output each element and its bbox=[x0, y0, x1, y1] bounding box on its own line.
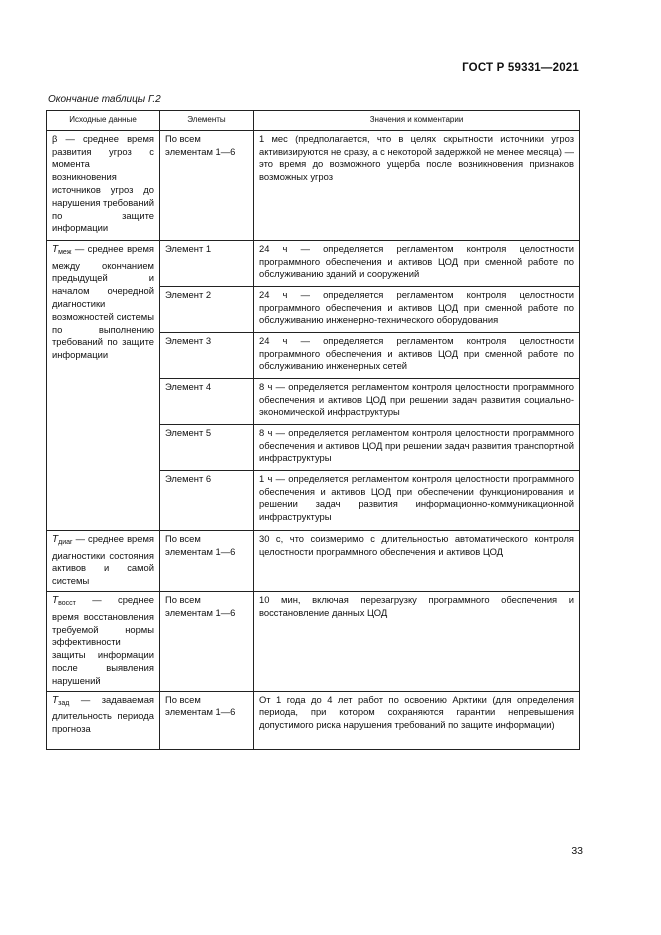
table-row bbox=[47, 530, 580, 591]
value-comment-cell: 10 мин, включая перезагрузку программного обеспечения и восстановление данных ЦОД bbox=[254, 591, 580, 691]
input-parameter-cell bbox=[47, 691, 160, 749]
parameter-symbol: T bbox=[52, 243, 59, 255]
value-comment-cell: 24 ч — определяется регламентом контроля целостности программного обеспечения и активов ЦОД при сменной работе по обслуживанию инженерно-технического оборудования bbox=[254, 286, 580, 332]
value-comment-cell: 1 ч — определяется регламентом контроля целостности программного обеспечения и активов ЦОД при обеспечении функционирования и решении задач развития информационно-коммуникационной инфраструктуры bbox=[254, 470, 580, 530]
page-number: 33 bbox=[571, 845, 583, 857]
element-cell: По всем элементам 1—6 bbox=[160, 530, 254, 591]
table-row bbox=[47, 240, 580, 286]
value-comment-cell: 8 ч — определяется регламентом контроля целостности программного обеспечения и активов ЦОД при решении задач развития транспортной инфраструктуры bbox=[254, 424, 580, 470]
input-parameter-cell bbox=[47, 591, 160, 691]
element-cell: Элемент 6 bbox=[160, 470, 254, 530]
document-standard-header: ГОСТ Р 59331—2021 bbox=[462, 62, 579, 74]
element-cell: По всем элементам 1—6 bbox=[160, 130, 254, 240]
column-header-input: Исходные данные bbox=[47, 111, 160, 131]
value-comment-cell: 24 ч — определяется регламентом контроля целостности программного обеспечения и активов ЦОД при сменной работе по обслуживанию инженерных сетей bbox=[254, 332, 580, 378]
parameter-description: — среднее время диагностики состояния активов и самой системы bbox=[52, 532, 154, 587]
parameter-subscript: зад bbox=[58, 699, 70, 707]
value-comment-cell: 24 ч — определяется регламентом контроля целостности программного обеспечения и активов ЦОД при сменной работе по обслуживанию зданий и сооружений bbox=[254, 240, 580, 286]
value-comment-cell: 30 с, что соизмеримо с длительностью автоматического контроля целостности программного обеспечения и активов ЦОД bbox=[254, 530, 580, 591]
value-comment-cell: 1 мес (предполагается, что в целях скрытности источники угроз активизируются не сразу, а с некоторой задержкой не менее месяца) — это время до возможного ущерба после возникновения признаков возможных угроз bbox=[254, 130, 580, 240]
parameter-description: — среднее время восстановления требуемой нормы эффективности защиты информации после выявления нарушений bbox=[52, 593, 154, 686]
input-parameter-cell bbox=[47, 530, 160, 591]
value-comment-cell: От 1 года до 4 лет работ по освоению Арктики (для определения периода, при котором сохраняются гарантии непревышения допустимого риска нарушения требований по защите информации) bbox=[254, 691, 580, 749]
table-caption: Окончание таблицы Г.2 bbox=[48, 94, 161, 105]
parameter-description: — задаваемая длительность периода прогноза bbox=[52, 693, 154, 735]
parameter-subscript: восст bbox=[58, 599, 76, 607]
element-cell: Элемент 2 bbox=[160, 286, 254, 332]
parameter-symbol: T bbox=[52, 594, 59, 606]
table-row bbox=[47, 691, 580, 749]
table-row bbox=[47, 591, 580, 691]
column-header-elements: Элементы bbox=[160, 111, 254, 131]
parameter-symbol: T bbox=[52, 694, 59, 706]
parameter-subscript: диаг bbox=[58, 538, 73, 546]
element-cell: Элемент 1 bbox=[160, 240, 254, 286]
column-header-values: Значения и комментарии bbox=[254, 111, 580, 131]
parameter-symbol: T bbox=[52, 533, 59, 545]
input-parameter-cell bbox=[47, 130, 160, 240]
parameters-table bbox=[46, 110, 580, 750]
element-cell: Элемент 4 bbox=[160, 378, 254, 424]
table-header-row bbox=[47, 111, 580, 131]
element-cell: Элемент 3 bbox=[160, 332, 254, 378]
element-cell: По всем элементам 1—6 bbox=[160, 591, 254, 691]
input-parameter-cell bbox=[47, 240, 160, 530]
value-comment-cell: 8 ч — определяется регламентом контроля целостности программного обеспечения и активов ЦОД при решении задач развития социально-экономической инфраструктуры bbox=[254, 378, 580, 424]
table-row bbox=[47, 130, 580, 240]
element-cell: По всем элементам 1—6 bbox=[160, 691, 254, 749]
parameter-description: β — среднее время развития угроз с момента возникновения источников угроз до нарушения требований по защите информации bbox=[52, 132, 154, 234]
parameter-subscript: меж bbox=[58, 248, 72, 256]
parameter-description: — среднее время между окончанием предыдущей и началом очередной диагностики возможностей системы по выполнению требований по защите информации bbox=[52, 242, 154, 361]
element-cell: Элемент 5 bbox=[160, 424, 254, 470]
